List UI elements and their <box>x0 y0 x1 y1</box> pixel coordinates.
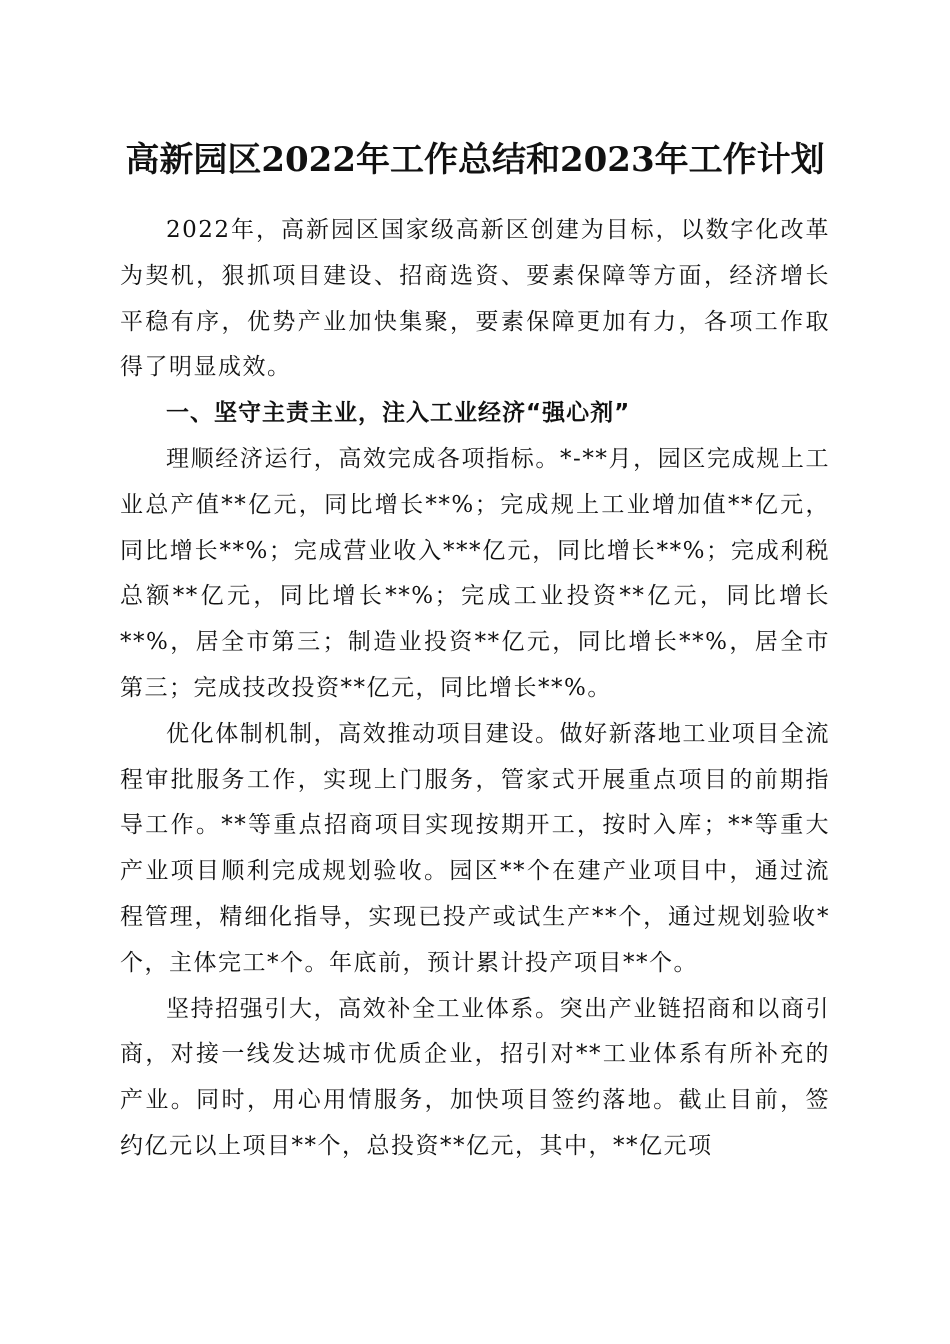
paragraph-economic-indicators: 理顺经济运行，高效完成各项指标。*-**月，园区完成规上工业总产值**亿元，同比增长**%；完成规上工业增加值**亿元，同比增长**%；完成营业收入***亿元，同比增长**%；完成利税总额**亿元，同比增长**%；完成工业投资**亿元，同比增长**%，居全市第三；制造业投资**亿元，同比增长**%，居全市第三；完成技改投资**亿元，同比增长**%。 <box>120 445 830 701</box>
document-body <box>120 208 830 1170</box>
intro-paragraph: 2022年，高新园区国家级高新区创建为目标，以数字化改革为契机，狠抓项目建设、招商选资、要素保障等方面，经济增长平稳有序，优势产业加快集聚，要素保障更加有力，各项工作取得了明显成效。 <box>120 217 830 381</box>
document-title: 高新园区2022年工作总结和2023年工作计划 <box>125 140 825 180</box>
section-heading: 一、坚守主责主业，注入工业经济“强心剂” <box>166 400 631 427</box>
paragraph-project-construction: 优化体制机制，高效推动项目建设。做好新落地工业项目全流程审批服务工作，实现上门服务，管家式开展重点项目的前期指导工作。**等重点招商项目实现按期开工，按时入库；**等重大产业项目顺利完成规划验收。园区**个在建产业项目中，通过流程管理，精细化指导，实现已投产或试生产**个，通过规划验收*个，主体完工*个。年底前，预计累计投产项目**个。 <box>120 720 830 976</box>
paragraph-investment-attraction: 坚持招强引大，高效补全工业体系。突出产业链招商和以商引商，对接一线发达城市优质企业，招引对**工业体系有所补充的产业。同时，用心用情服务，加快项目签约落地。截止目前，签约亿元以上项目**个，总投资**亿元，其中，**亿元项 <box>120 995 830 1159</box>
